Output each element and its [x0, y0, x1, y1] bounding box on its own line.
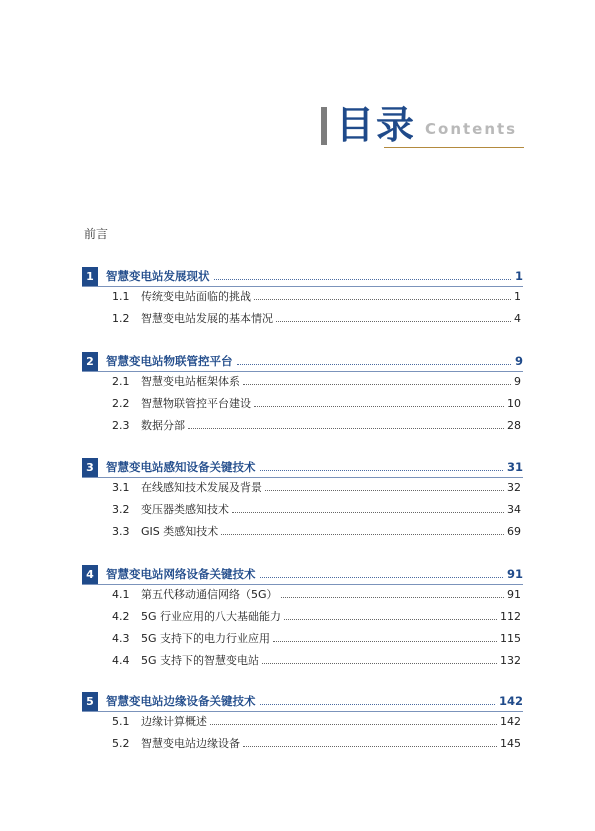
- dot-leader: [265, 490, 504, 491]
- chapter-number: 5: [82, 692, 98, 711]
- chapter-page: 142: [498, 694, 523, 708]
- chapter-title: 智慧变电站感知设备关键技术: [106, 460, 256, 474]
- chapter-number: 3: [82, 458, 98, 477]
- entry-title: 边缘计算概述: [141, 715, 207, 728]
- toc-entry[interactable]: [112, 311, 521, 327]
- toc-entry[interactable]: [112, 653, 521, 669]
- entry-title: 5G 行业应用的八大基础能力: [141, 610, 282, 623]
- dot-leader: [281, 597, 504, 598]
- entry-page: 1: [514, 290, 521, 303]
- entry-number: 4.3: [112, 632, 130, 645]
- entry-number: 3.3: [112, 525, 130, 538]
- toc-entry[interactable]: [112, 736, 521, 752]
- toc-entry[interactable]: [112, 374, 521, 390]
- entry-page: 4: [514, 312, 521, 325]
- toc-chapter[interactable]: [82, 352, 523, 371]
- entry-page: 142: [500, 715, 521, 728]
- entry-title: 变压器类感知技术: [141, 503, 229, 516]
- chapter-rule: [82, 584, 523, 585]
- toc-entry[interactable]: [112, 631, 521, 647]
- chapter-rule: [82, 477, 523, 478]
- entry-page: 9: [514, 375, 521, 388]
- chapter-title: 智慧变电站边缘设备关键技术: [106, 694, 256, 708]
- entry-number: 1.1: [112, 290, 130, 303]
- dot-leader: [243, 384, 511, 385]
- entry-title: 智慧物联管控平台建设: [141, 397, 251, 410]
- entry-number: 2.2: [112, 397, 130, 410]
- chapter-number: 4: [82, 565, 98, 584]
- dot-leader: [260, 704, 495, 705]
- chapter-title: 智慧变电站网络设备关键技术: [106, 567, 256, 581]
- entry-page: 112: [500, 610, 521, 623]
- chapter-title: 智慧变电站发展现状: [106, 269, 210, 283]
- chapter-page: 31: [506, 460, 523, 474]
- toc-entry[interactable]: [112, 502, 521, 518]
- toc-entry[interactable]: [112, 587, 521, 603]
- heading-underline: [384, 147, 524, 148]
- dot-leader: [232, 512, 504, 513]
- dot-leader: [254, 406, 504, 407]
- contents-heading: [321, 104, 523, 150]
- dot-leader: [273, 641, 497, 642]
- heading-accent-bar: [321, 107, 327, 145]
- chapter-rule: [82, 286, 523, 287]
- entry-number: 4.2: [112, 610, 130, 623]
- toc-chapter[interactable]: [82, 267, 523, 286]
- chapter-number: 2: [82, 352, 98, 371]
- toc-entry[interactable]: [112, 714, 521, 730]
- entry-number: 2.1: [112, 375, 130, 388]
- entry-page: 115: [500, 632, 521, 645]
- dot-leader: [284, 619, 497, 620]
- entry-page: 91: [507, 588, 521, 601]
- entry-number: 4.1: [112, 588, 130, 601]
- dot-leader: [254, 299, 511, 300]
- chapter-number: 1: [82, 267, 98, 286]
- toc-entry[interactable]: [112, 524, 521, 540]
- entry-title: 5G 支持下的电力行业应用: [141, 632, 271, 645]
- entry-title: 传统变电站面临的挑战: [141, 290, 251, 303]
- toc-entry[interactable]: [112, 480, 521, 496]
- entry-page: 132: [500, 654, 521, 667]
- dot-leader: [243, 746, 497, 747]
- toc-entry[interactable]: [112, 396, 521, 412]
- dot-leader: [276, 321, 511, 322]
- entry-number: 5.2: [112, 737, 130, 750]
- chapter-rule: [82, 371, 523, 372]
- entry-page: 34: [507, 503, 521, 516]
- chapter-page: 1: [514, 269, 523, 283]
- dot-leader: [260, 470, 503, 471]
- chapter-page: 91: [506, 567, 523, 581]
- toc-entry[interactable]: [112, 418, 521, 434]
- entry-number: 4.4: [112, 654, 130, 667]
- entry-page: 10: [507, 397, 521, 410]
- entry-number: 1.2: [112, 312, 130, 325]
- entry-page: 32: [507, 481, 521, 494]
- chapter-title: 智慧变电站物联管控平台: [106, 354, 233, 368]
- toc-chapter[interactable]: [82, 458, 523, 477]
- dot-leader: [188, 428, 504, 429]
- entry-title: 5G 支持下的智慧变电站: [141, 654, 260, 667]
- entry-title: 第五代移动通信网络（5G）: [141, 588, 278, 601]
- entry-title: 数据分部: [141, 419, 185, 432]
- toc-entry[interactable]: [112, 609, 521, 625]
- toc-chapter[interactable]: [82, 565, 523, 584]
- entry-page: 69: [507, 525, 521, 538]
- entry-title: 智慧变电站框架体系: [141, 375, 240, 388]
- entry-number: 5.1: [112, 715, 130, 728]
- heading-english: Contents: [425, 120, 518, 138]
- entry-page: 145: [500, 737, 521, 750]
- entry-number: 2.3: [112, 419, 130, 432]
- entry-number: 3.2: [112, 503, 130, 516]
- chapter-rule: [82, 711, 523, 712]
- dot-leader: [262, 663, 497, 664]
- dot-leader: [221, 534, 504, 535]
- dot-leader: [260, 577, 503, 578]
- entry-title: 智慧变电站边缘设备: [141, 737, 240, 750]
- entry-number: 3.1: [112, 481, 130, 494]
- toc-entry[interactable]: [112, 289, 521, 305]
- dot-leader: [210, 724, 497, 725]
- toc-chapter[interactable]: [82, 692, 523, 711]
- dot-leader: [237, 364, 511, 365]
- entry-title: 在线感知技术发展及背景: [141, 481, 262, 494]
- entry-title: GIS 类感知技术: [141, 525, 219, 538]
- chapter-page: 9: [514, 354, 523, 368]
- entry-page: 28: [507, 419, 521, 432]
- heading-chinese: 目录: [336, 102, 417, 147]
- entry-title: 智慧变电站发展的基本情况: [141, 312, 273, 325]
- dot-leader: [214, 279, 511, 280]
- toc-preface[interactable]: 前言: [84, 227, 109, 241]
